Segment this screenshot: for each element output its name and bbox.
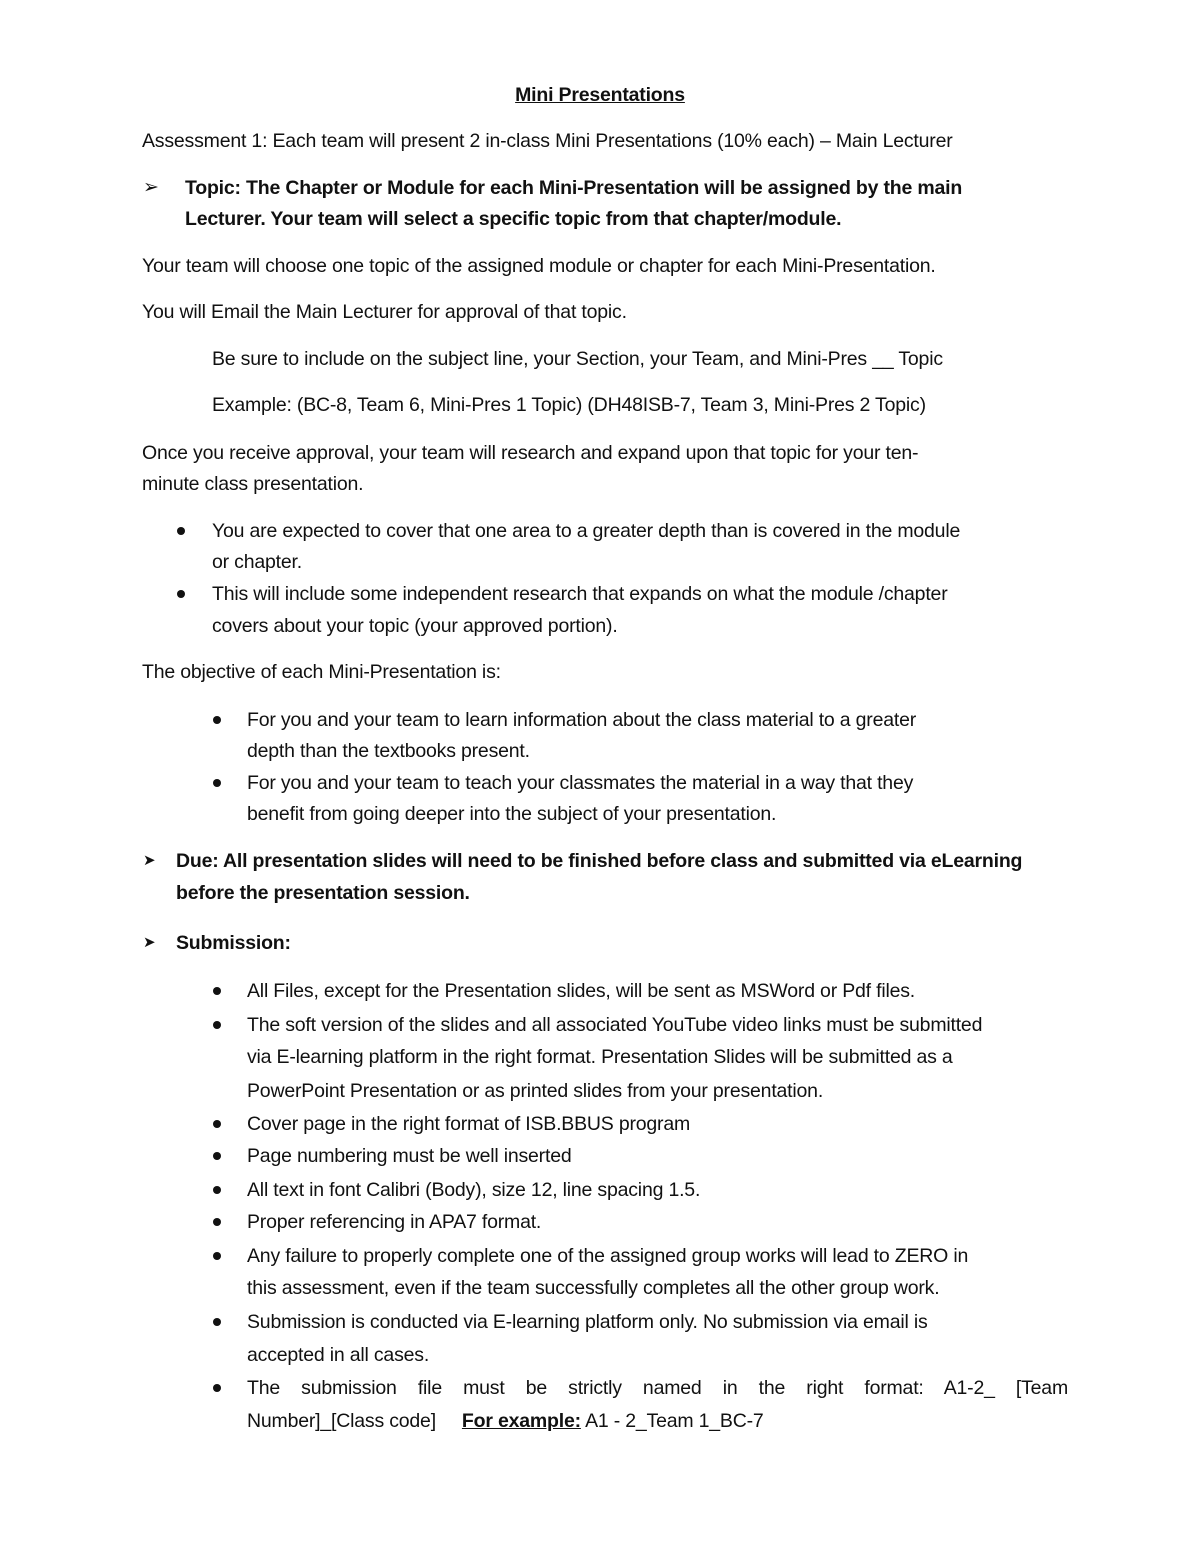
submission-bullet-2-line-3: PowerPoint Presentation or as printed slides from your presentation. bbox=[247, 1080, 824, 1102]
naming-example: A1 - 2_Team 1_BC-7 bbox=[585, 1410, 764, 1432]
bullet-dot-icon bbox=[213, 1152, 221, 1160]
bullet-dot-icon bbox=[213, 1120, 221, 1128]
approval-line-1: Once you receive approval, your team will research and expand upon that topic for your ten- bbox=[142, 442, 919, 464]
expect-bullet-2-line-2: covers about your topic (your approved portion). bbox=[212, 615, 618, 637]
objective-heading: The objective of each Mini-Presentation is: bbox=[142, 661, 501, 683]
chevron-bullet-icon: ➤ bbox=[143, 852, 156, 869]
submission-bullet-9-line-1: The submission file must be strictly named in the right format: A1-2_ [Team bbox=[247, 1377, 1068, 1399]
submission-bullet-8-line-1: Submission is conducted via E-learning platform only. No submission via email is bbox=[247, 1311, 928, 1333]
page-title: Mini Presentations bbox=[515, 84, 685, 106]
topic-line-1: Topic: The Chapter or Module for each Mini-Presentation will be assigned by the main bbox=[185, 177, 963, 199]
bullet-dot-icon bbox=[177, 590, 185, 598]
submission-bullet-2-line-1: The soft version of the slides and all associated YouTube video links must be submitted bbox=[247, 1014, 983, 1036]
submission-bullet-3: Cover page in the right format of ISB.BBUS program bbox=[247, 1113, 691, 1135]
submission-bullet-2-line-2: via E-learning platform in the right format. Presentation Slides will be submitted as a bbox=[247, 1046, 953, 1068]
example-label: For example: bbox=[461, 1410, 581, 1432]
due-line-2: before the presentation session. bbox=[176, 882, 470, 904]
expect-bullet-1-line-1: You are expected to cover that one area to a greater depth than is covered in the module bbox=[212, 520, 961, 542]
objective-bullet-1-line-1: For you and your team to learn information about the class material to a greater bbox=[247, 709, 917, 731]
bullet-dot-icon bbox=[213, 1186, 221, 1194]
subject-line-instruction: Be sure to include on the subject line, your Section, your Team, and Mini-Pres __ Topic bbox=[212, 348, 943, 370]
expect-bullet-2-line-1: This will include some independent research that expands on what the module /chapter bbox=[212, 583, 948, 605]
bullet-dot-icon bbox=[177, 527, 185, 535]
submission-bullet-4: Page numbering must be well inserted bbox=[247, 1145, 572, 1167]
topic-line-2: Lecturer. Your team will select a specific topic from that chapter/module. bbox=[185, 208, 842, 230]
objective-bullet-2-line-2: benefit from going deeper into the subject of your presentation. bbox=[247, 803, 777, 825]
submission-bullet-7-line-2: this assessment, even if the team successfully completes all the other group work. bbox=[247, 1277, 940, 1299]
bullet-dot-icon bbox=[213, 987, 221, 995]
example-line: Example: (BC-8, Team 6, Mini-Pres 1 Topic) (DH48ISB-7, Team 3, Mini-Pres 2 Topic) bbox=[212, 394, 926, 416]
expect-bullet-1-line-2: or chapter. bbox=[212, 551, 302, 573]
chevron-bullet-icon: ➤ bbox=[143, 934, 156, 951]
arrow-bullet-icon: ➢ bbox=[143, 177, 159, 198]
due-line-1: Due: All presentation slides will need to be finished before class and submitted via eLearning bbox=[176, 850, 1023, 872]
submission-heading: Submission: bbox=[176, 932, 291, 954]
submission-bullet-5: All text in font Calibri (Body), size 12, line spacing 1.5. bbox=[247, 1179, 701, 1201]
bullet-dot-icon bbox=[213, 1318, 221, 1326]
submission-bullet-9-line-2 bbox=[247, 1408, 1200, 1434]
para-email-lecturer: You will Email the Main Lecturer for approval of that topic. bbox=[142, 301, 627, 323]
approval-line-2: minute class presentation. bbox=[142, 473, 364, 495]
para-choose-topic: Your team will choose one topic of the assigned module or chapter for each Mini-Presentation. bbox=[142, 255, 936, 277]
bullet-dot-icon bbox=[213, 1021, 221, 1029]
bullet-dot-icon bbox=[213, 716, 221, 724]
submission-bullet-1: All Files, except for the Presentation slides, will be sent as MSWord or Pdf files. bbox=[247, 980, 915, 1002]
assessment-line: Assessment 1: Each team will present 2 in-class Mini Presentations (10% each) – Main Lecturer bbox=[142, 130, 953, 152]
naming-format: Number]_[Class code] bbox=[247, 1410, 436, 1432]
submission-bullet-6: Proper referencing in APA7 format. bbox=[247, 1211, 542, 1233]
bullet-dot-icon bbox=[213, 779, 221, 787]
submission-bullet-8-line-2: accepted in all cases. bbox=[247, 1344, 430, 1366]
bullet-dot-icon bbox=[213, 1252, 221, 1260]
bullet-dot-icon bbox=[213, 1218, 221, 1226]
submission-bullet-7-line-1: Any failure to properly complete one of the assigned group works will lead to ZERO in bbox=[247, 1245, 969, 1267]
objective-bullet-1-line-2: depth than the textbooks present. bbox=[247, 740, 530, 762]
bullet-dot-icon bbox=[213, 1384, 221, 1392]
objective-bullet-2-line-1: For you and your team to teach your classmates the material in a way that they bbox=[247, 772, 914, 794]
